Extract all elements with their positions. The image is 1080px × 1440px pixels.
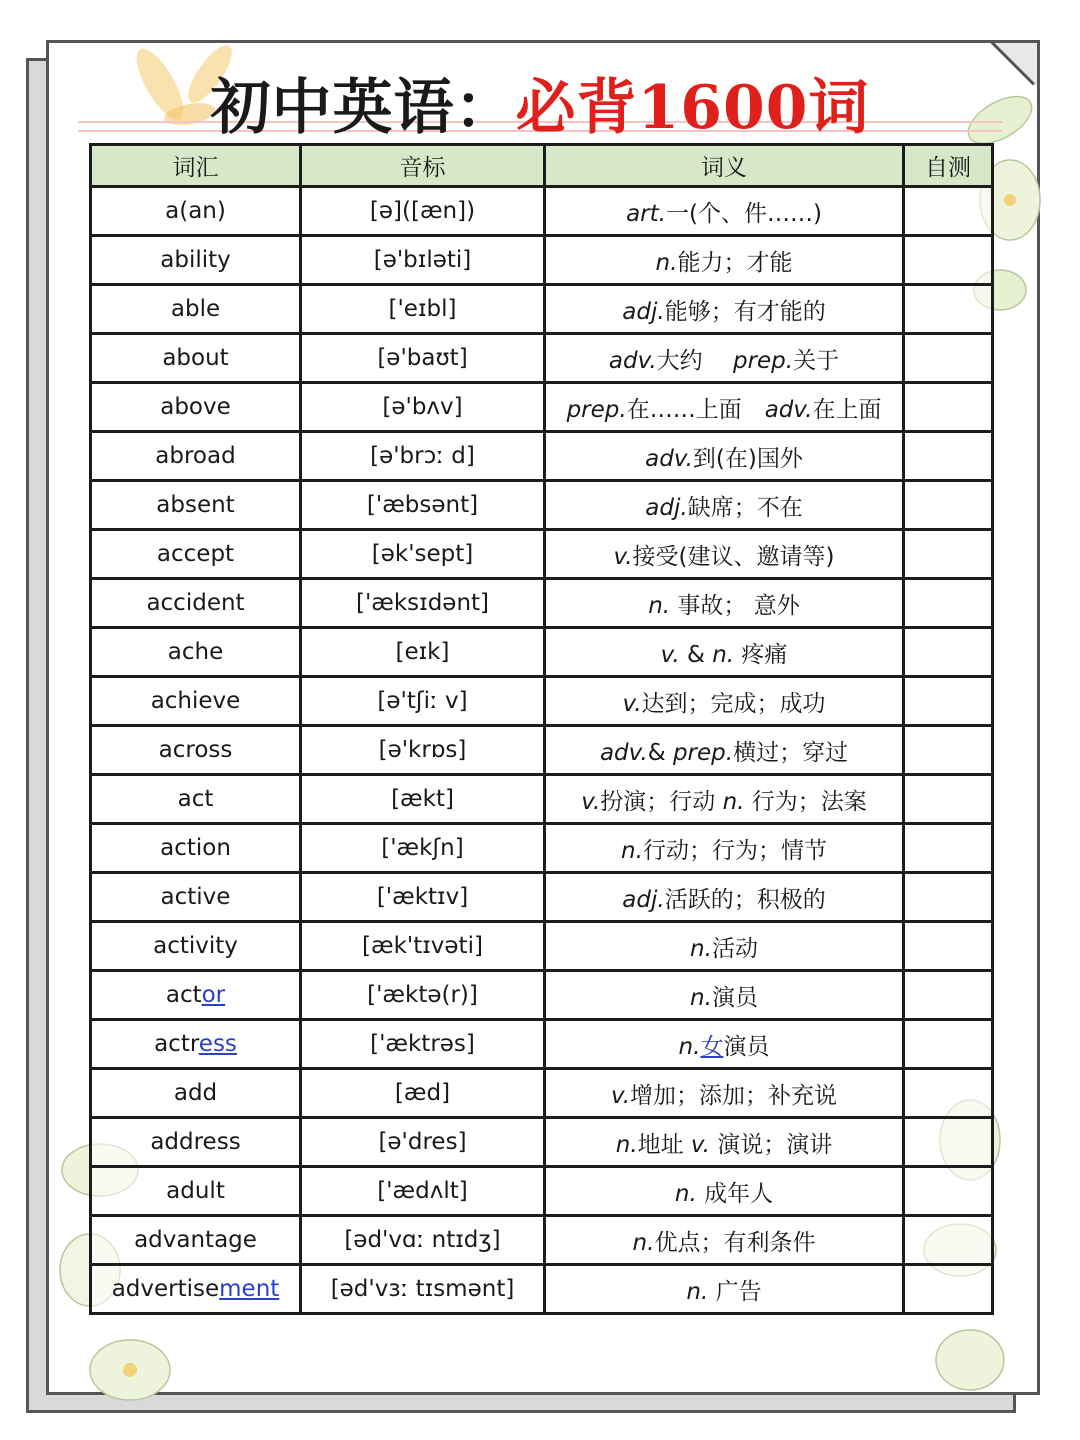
phonetic-cell: [ə'krɒs]	[301, 726, 545, 775]
meaning-cell: adj.活跃的；积极的	[545, 873, 904, 922]
self-test-cell[interactable]	[904, 1265, 993, 1314]
self-test-cell[interactable]	[904, 971, 993, 1020]
word-part: actr	[154, 1031, 199, 1057]
word-cell: add	[91, 1069, 301, 1118]
meaning-cell: adv.到(在)国外	[545, 432, 904, 481]
meaning-cell: n. 成年人	[545, 1167, 904, 1216]
meaning-cell	[545, 1020, 904, 1069]
phonetic-cell: ['ækʃn]	[301, 824, 545, 873]
phonetic-cell: [ək'sept]	[301, 530, 545, 579]
phonetic-cell: ['æksɪdənt]	[301, 579, 545, 628]
phonetic-cell: [ə'baʊt]	[301, 334, 545, 383]
word-cell: advantage	[91, 1216, 301, 1265]
meaning-cell: prep.在……上面 adv.在上面	[545, 383, 904, 432]
word-cell	[91, 971, 301, 1020]
meaning-cell: n.能力；才能	[545, 236, 904, 285]
meaning-cell: n.地址 v. 演说；演讲	[545, 1118, 904, 1167]
meaning-cell: adv.大约 prep.关于	[545, 334, 904, 383]
self-test-cell[interactable]	[904, 187, 993, 236]
self-test-cell[interactable]	[904, 726, 993, 775]
table-row	[91, 1265, 993, 1314]
self-test-cell[interactable]	[904, 873, 993, 922]
meaning-cell: n.优点；有利条件	[545, 1216, 904, 1265]
word-cell	[91, 1020, 301, 1069]
table-row	[91, 726, 993, 775]
page-title	[0, 60, 1080, 146]
self-test-cell[interactable]	[904, 628, 993, 677]
meaning-cell: v.达到；完成；成功	[545, 677, 904, 726]
phonetic-cell: ['ædʌlt]	[301, 1167, 545, 1216]
table-row	[91, 824, 993, 873]
self-test-cell[interactable]	[904, 432, 993, 481]
word-cell: ability	[91, 236, 301, 285]
phonetic-cell: ['æktrəs]	[301, 1020, 545, 1069]
table-row	[91, 775, 993, 824]
word-cell: above	[91, 383, 301, 432]
phonetic-cell: [ækt]	[301, 775, 545, 824]
self-test-cell[interactable]	[904, 1118, 993, 1167]
phonetic-cell: [ə'bɪləti]	[301, 236, 545, 285]
word-cell: address	[91, 1118, 301, 1167]
phonetic-cell: ['æktə(r)]	[301, 971, 545, 1020]
phonetic-cell: [æk'tɪvəti]	[301, 922, 545, 971]
phonetic-cell: [ə'brɔː d]	[301, 432, 545, 481]
table-row	[91, 873, 993, 922]
table-row	[91, 922, 993, 971]
meaning-cell: n.活动	[545, 922, 904, 971]
meaning-cell: n.行动；行为；情节	[545, 824, 904, 873]
word-cell: about	[91, 334, 301, 383]
word-cell: able	[91, 285, 301, 334]
word-cell: adult	[91, 1167, 301, 1216]
phonetic-cell: [ə'dres]	[301, 1118, 545, 1167]
word-cell: accident	[91, 579, 301, 628]
table-row	[91, 628, 993, 677]
word-suffix-link[interactable]: or	[201, 982, 226, 1008]
self-test-cell[interactable]	[904, 530, 993, 579]
title-part-2: 必背1600词	[515, 73, 870, 143]
word-cell: achieve	[91, 677, 301, 726]
table-row	[91, 677, 993, 726]
word-part: advertise	[111, 1276, 220, 1302]
self-test-cell[interactable]	[904, 383, 993, 432]
table-row	[91, 334, 993, 383]
meaning-cell: v.扮演；行动 n. 行为；法案	[545, 775, 904, 824]
self-test-cell[interactable]	[904, 285, 993, 334]
phonetic-cell: [ə'bʌv]	[301, 383, 545, 432]
meaning-cell: v.增加；添加；补充说	[545, 1069, 904, 1118]
phonetic-cell: ['æktɪv]	[301, 873, 545, 922]
self-test-cell[interactable]	[904, 1020, 993, 1069]
column-header-meaning: 词义	[545, 145, 904, 187]
table-row	[91, 1216, 993, 1265]
word-cell: ache	[91, 628, 301, 677]
meaning-cell: n. 事故； 意外	[545, 579, 904, 628]
word-cell: a(an)	[91, 187, 301, 236]
phonetic-cell: [æd]	[301, 1069, 545, 1118]
table-row	[91, 1167, 993, 1216]
word-suffix-link[interactable]: ment	[219, 1276, 280, 1302]
self-test-cell[interactable]	[904, 824, 993, 873]
table-row	[91, 383, 993, 432]
meaning-part: n.	[678, 1033, 701, 1060]
phonetic-cell: [ə'tʃiː v]	[301, 677, 545, 726]
self-test-cell[interactable]	[904, 579, 993, 628]
self-test-cell[interactable]	[904, 775, 993, 824]
table-row	[91, 579, 993, 628]
title-part-1: 初中英语：	[210, 73, 516, 143]
phonetic-cell: [ə]([æn])	[301, 187, 545, 236]
meaning-cell: adj.缺席；不在	[545, 481, 904, 530]
meaning-cell: adv.& prep.横过；穿过	[545, 726, 904, 775]
table-row	[91, 1118, 993, 1167]
phonetic-cell: [əd'vɑː ntɪdʒ]	[301, 1216, 545, 1265]
word-cell: across	[91, 726, 301, 775]
word-cell: absent	[91, 481, 301, 530]
self-test-cell[interactable]	[904, 1069, 993, 1118]
word-cell: accept	[91, 530, 301, 579]
meaning-cell: v. & n. 疼痛	[545, 628, 904, 677]
column-header-phonetic: 音标	[301, 145, 545, 187]
phonetic-cell: ['eɪbl]	[301, 285, 545, 334]
meaning-cell: v.接受(建议、邀请等)	[545, 530, 904, 579]
column-header-word: 词汇	[91, 145, 301, 187]
self-test-cell[interactable]	[904, 922, 993, 971]
word-cell: act	[91, 775, 301, 824]
word-cell: action	[91, 824, 301, 873]
self-test-cell[interactable]	[904, 1167, 993, 1216]
word-part: act	[165, 982, 202, 1008]
word-suffix-link[interactable]: ess	[198, 1031, 237, 1057]
table-row	[91, 285, 993, 334]
table-row	[91, 1069, 993, 1118]
table-row	[91, 481, 993, 530]
self-test-cell[interactable]	[904, 677, 993, 726]
phonetic-cell: [eɪk]	[301, 628, 545, 677]
phonetic-cell: ['æbsənt]	[301, 481, 545, 530]
word-cell: activity	[91, 922, 301, 971]
phonetic-cell: [əd'vɜː tɪsmənt]	[301, 1265, 545, 1314]
self-test-cell[interactable]	[904, 334, 993, 383]
meaning-cell: adj.能够；有才能的	[545, 285, 904, 334]
meaning-cell: n. 广告	[545, 1265, 904, 1314]
table-row	[91, 236, 993, 285]
table-header-row	[91, 145, 993, 187]
table-row	[91, 432, 993, 481]
word-cell	[91, 1265, 301, 1314]
meaning-cell: art.一(个、件……)	[545, 187, 904, 236]
table-row	[91, 1020, 993, 1069]
meaning-link[interactable]: 女	[700, 1033, 724, 1060]
meaning-part: 演员	[723, 1033, 770, 1060]
table-row	[91, 187, 993, 236]
table-row	[91, 971, 993, 1020]
self-test-cell[interactable]	[904, 236, 993, 285]
word-cell: active	[91, 873, 301, 922]
table-row	[91, 530, 993, 579]
meaning-cell: n.演员	[545, 971, 904, 1020]
word-cell: abroad	[91, 432, 301, 481]
vocabulary-table	[89, 143, 994, 1315]
self-test-cell[interactable]	[904, 481, 993, 530]
column-header-self-test: 自测	[904, 145, 993, 187]
self-test-cell[interactable]	[904, 1216, 993, 1265]
